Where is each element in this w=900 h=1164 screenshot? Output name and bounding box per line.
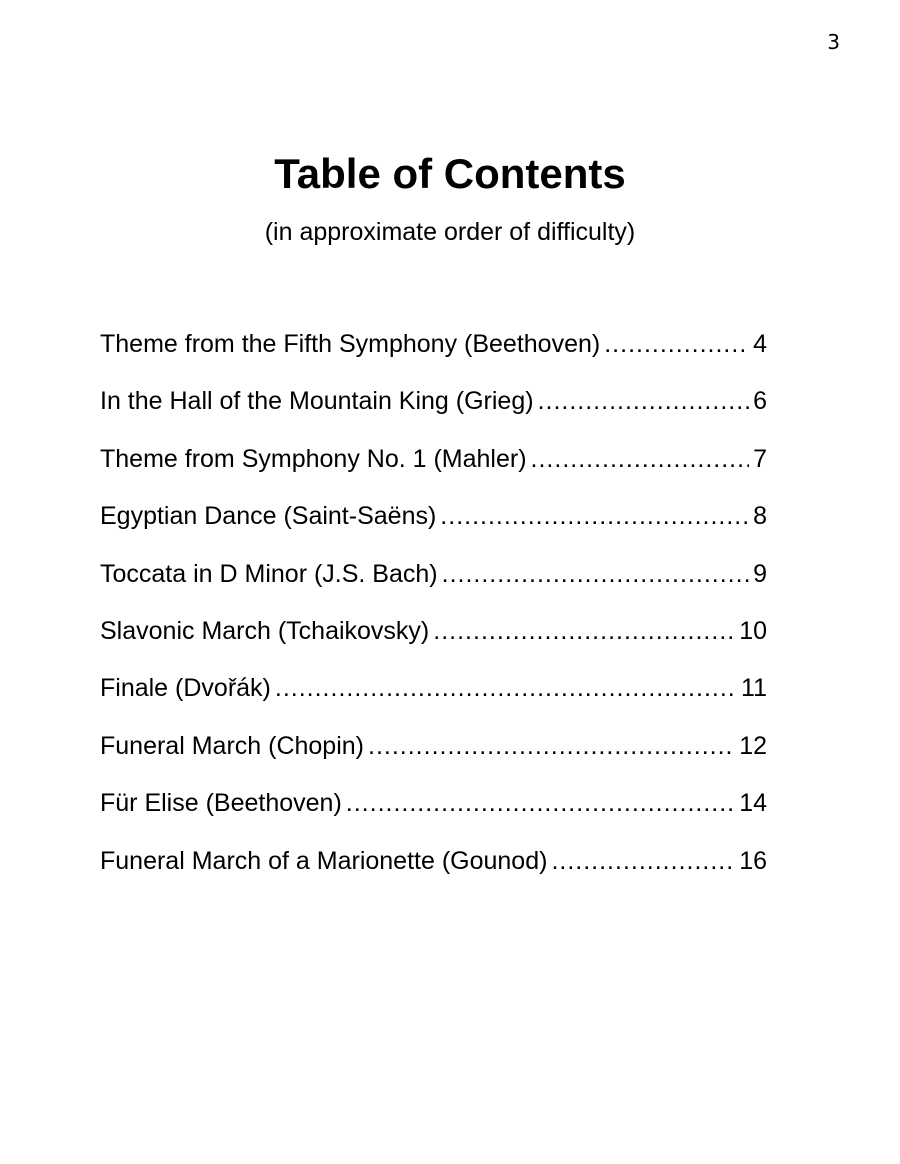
page-title: Table of Contents [274, 150, 626, 197]
toc-entry-page: 8 [753, 502, 767, 531]
page-number: 3 [827, 30, 840, 54]
dot-leader [368, 732, 735, 761]
dot-leader [433, 617, 735, 646]
dot-leader [440, 502, 749, 531]
dot-leader [346, 789, 735, 818]
toc-entry-title: Funeral March of a Marionette (Gounod) [100, 846, 548, 875]
toc-entry-title: Für Elise (Beethoven) [100, 789, 342, 818]
toc-entry-page: 9 [753, 559, 767, 588]
toc-entry-page: 7 [753, 444, 767, 473]
toc-entry-title: Egyptian Dance (Saint-Saëns) [100, 502, 437, 531]
dot-leader [275, 674, 737, 703]
toc-entry-page: 16 [739, 846, 767, 875]
toc-entry-title: In the Hall of the Mountain King (Grieg) [100, 387, 534, 416]
toc-entry[interactable] [100, 445, 767, 502]
dot-leader [442, 560, 749, 589]
toc-entry-page: 12 [739, 731, 767, 760]
page-subtitle: (in approximate order of difficulty) [264, 218, 636, 246]
toc-entry-title: Finale (Dvořák) [100, 674, 271, 703]
toc-entry[interactable] [100, 847, 767, 904]
toc-entry-title: Funeral March (Chopin) [100, 731, 364, 760]
toc-entry-title: Toccata in D Minor (J.S. Bach) [100, 559, 438, 588]
dot-leader [538, 387, 750, 416]
toc-entry[interactable] [100, 387, 767, 444]
toc-entry-page: 6 [753, 387, 767, 416]
toc-entry[interactable] [100, 674, 767, 731]
toc-entry[interactable] [100, 617, 767, 674]
toc-entry-title: Slavonic March (Tchaikovsky) [100, 616, 430, 645]
toc-entry-page: 4 [753, 330, 767, 358]
toc-entry-title: Theme from Symphony No. 1 (Mahler) [100, 444, 527, 473]
dot-leader [551, 847, 735, 876]
toc-entry[interactable] [100, 560, 767, 617]
dot-leader [604, 330, 749, 359]
toc-entry[interactable] [100, 330, 767, 387]
toc-entry-page: 14 [739, 789, 767, 818]
toc-entry-page: 10 [739, 616, 767, 645]
dot-leader [531, 445, 750, 474]
toc-entry-page: 11 [741, 674, 767, 703]
toc-entry[interactable] [100, 502, 767, 559]
toc-entry[interactable] [100, 732, 767, 789]
table-of-contents [100, 330, 767, 904]
toc-entry-title: Theme from the Fifth Symphony (Beethoven) [100, 330, 601, 358]
toc-entry[interactable] [100, 789, 767, 846]
